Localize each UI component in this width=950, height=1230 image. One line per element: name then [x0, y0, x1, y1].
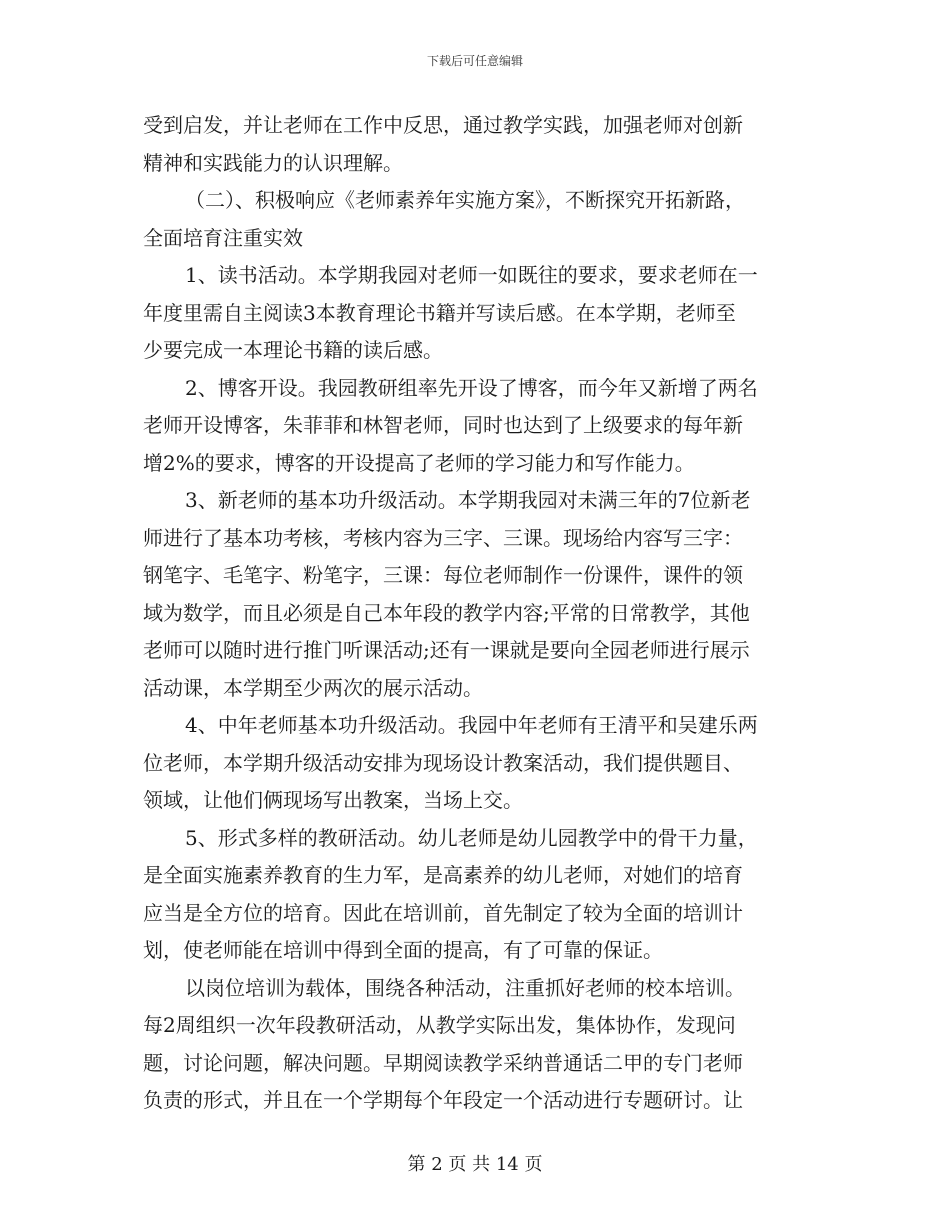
text-line: 1、读书活动。本学期我园对老师一如既往的要求，要求老师在一: [185, 263, 758, 287]
text-line: 钢笔字、毛笔字、粉笔字，三课：每位老师制作一份课件，课件的领: [143, 563, 743, 587]
text-line: 题，讨论问题，解决问题。早期阅读教学采纳普通话二甲的专门老师: [143, 1050, 743, 1075]
text-line: 5、形式多样的教研活动。幼儿老师是幼儿园教学中的骨干力量，: [185, 825, 758, 850]
text-line: 以岗位培训为载体，围绕各种活动，注重抓好老师的校本培训。: [185, 975, 745, 1000]
text-line: 每2周组织一次年段教研活动，从教学实际出发，集体协作，发现问: [143, 1013, 736, 1037]
page-number-footer: 第 2 页 共 14 页: [407, 1154, 543, 1175]
text-line: 3、新老师的基本功升级活动。本学期我园对未满三年的7位新老: [185, 488, 751, 512]
page-header: 下载后可任意编辑: [426, 54, 523, 68]
section-heading-line: （二）、积极响应《老师素养年实施方案》，不断探究开拓新路，: [185, 188, 745, 212]
text-line: 老师开设博客，朱菲菲和林智老师，同时也达到了上级要求的每年新: [143, 413, 743, 437]
text-line: 增2%的要求，博客的开设提高了老师的学习能力和写作能力。: [143, 450, 695, 475]
text-line: 领域，让他们俩现场写出教案，当场上交。: [143, 788, 523, 812]
text-line: 2、博客开设。我园教研组率先开设了博客，而今年又新增了两名: [185, 375, 758, 400]
document-body: [143, 107, 808, 1120]
text-line: 是全面实施素养教育的生力军，是高素养的幼儿老师，对她们的培育: [143, 863, 743, 887]
section-heading-line: 全面培育注重实效: [143, 225, 303, 250]
text-line: 负责的形式，并且在一个学期每个年段定一个活动进行专题研讨。让: [143, 1088, 743, 1112]
text-line: 位老师，本学期升级活动安排为现场设计教案活动，我们提供题目、: [143, 750, 743, 775]
text-line: 4、中年老师基本功升级活动。我园中年老师有王清平和吴建乐两: [185, 713, 758, 737]
text-line: 年度里需自主阅读3本教育理论书籍并写读后感。在本学期，老师至: [143, 300, 736, 325]
text-line: 划，使老师能在培训中得到全面的提高，有了可靠的保证。: [143, 938, 663, 962]
text-line: 应当是全方位的培育。因此在培训前，首先制定了较为全面的培训计: [143, 900, 743, 925]
text-line: 少要完成一本理论书籍的读后感。: [143, 338, 443, 362]
text-line: 域为数学，而且必须是自己本年段的教学内容;平常的日常教学，其他: [143, 600, 750, 625]
text-line: 活动课，本学期至少两次的展示活动。: [143, 675, 483, 700]
text-line: 受到启发，并让老师在工作中反思，通过教学实践，加强老师对创新: [143, 113, 743, 137]
text-line: 精神和实践能力的认识理解。: [143, 150, 403, 175]
text-line: 老师可以随时进行推门听课活动;还有一课就是要向全园老师进行展示: [143, 638, 750, 662]
text-line: 师进行了基本功考核，考核内容为三字、三课。现场给内容写三字：: [143, 525, 743, 550]
